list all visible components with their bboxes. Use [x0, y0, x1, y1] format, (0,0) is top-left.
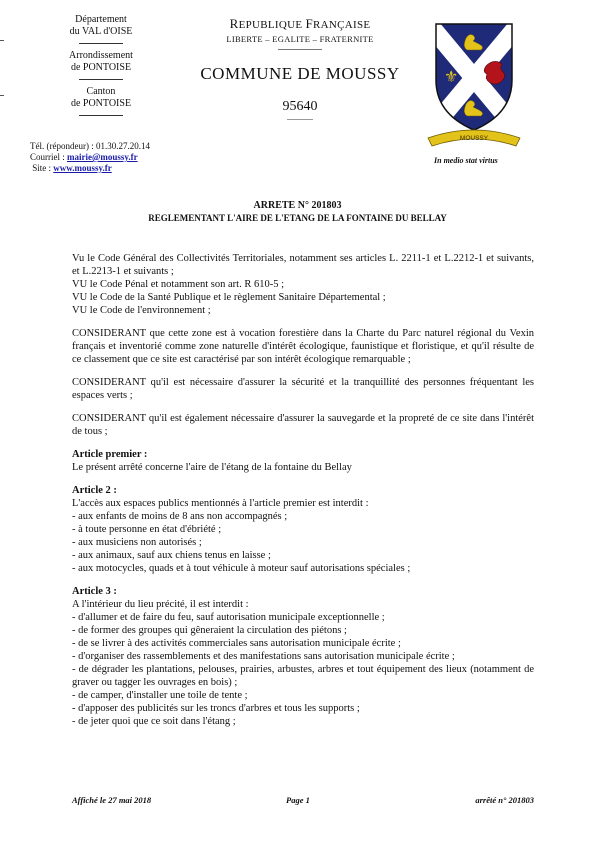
considerant-text: qu'il est également nécessaire d'assurer la sauvegarde et la propreté de ce site dans l'intérêt de tous ;: [72, 413, 534, 437]
arrondissement-label: Arrondissement: [69, 50, 133, 61]
divider: [79, 79, 123, 80]
list-item: - aux animaux, sauf aux chiens tenus en laisse ;: [72, 550, 271, 561]
divider: [278, 49, 322, 50]
svg-text:⚜: ⚜: [444, 67, 459, 86]
considerant-text: que cette zone est à vocation forestière dans la Charte du Parc naturel régional du Vexin français et inventorié comme zone naturelle d'intérêt écologique, faunistique et floristique, et qu'il résulte de ce classement que ce site est caractérisé par son intérêt écologique remarquable ;: [72, 328, 534, 365]
article-heading: Article 2 :: [72, 485, 117, 496]
considerant-text: qu'il est nécessaire d'assurer la sécurité et la tranquillité des personnes fréquentant les espaces verts ;: [72, 377, 534, 401]
commune-name: COMMUNE DE MOUSSY: [200, 64, 400, 83]
email-link[interactable]: mairie@moussy.fr: [67, 152, 138, 162]
postal-code: 95640: [282, 99, 318, 114]
vu-line: VU le Code de la Santé Publique et le règlement Sanitaire Départemental ;: [72, 292, 386, 303]
considerant-word: CONSIDERANT: [72, 377, 146, 388]
coat-of-arms-icon: [424, 18, 524, 148]
department-label: Département: [75, 14, 127, 25]
considerant-paragraph: [72, 327, 534, 366]
national-motto: LIBERTE – EGALITE – FRATERNITE: [226, 34, 374, 44]
department-name: du VAL d'OISE: [69, 26, 133, 37]
phone-line: Tél. (répondeur) : 01.30.27.20.14: [30, 141, 150, 151]
list-item: - de camper, d'installer une toile de tente ;: [72, 690, 248, 701]
article-intro: L'accès aux espaces publics mentionnés à l'article premier est interdit :: [72, 498, 369, 509]
margin-mark: [0, 40, 4, 41]
list-item: - de former des groupes qui gêneraient la circulation des piétons ;: [72, 625, 347, 636]
small-caps: RANÇAISE: [312, 19, 371, 31]
site-label: Site :: [32, 163, 54, 173]
considerant-word: CONSIDERANT: [72, 413, 146, 424]
center-letterhead: [190, 16, 410, 120]
divider: [79, 43, 123, 44]
article-text: Le présent arrêté concerne l'aire de l'étang de la fontaine du Bellay: [72, 462, 352, 473]
canton-name: de PONTOISE: [70, 98, 132, 109]
email-line: [30, 152, 150, 163]
decree-body: [72, 252, 534, 728]
margin-mark: [0, 95, 4, 96]
considerant-word: CONSIDERANT: [72, 328, 146, 339]
vu-line: VU le Code Pénal et notamment son art. R 610-5 ;: [72, 279, 285, 290]
divider: [287, 119, 313, 120]
site-link[interactable]: www.moussy.fr: [53, 163, 112, 173]
canton-label: Canton: [86, 86, 116, 97]
list-item: - à toute personne en état d'ébriété ;: [72, 524, 222, 535]
article-heading: Article premier :: [72, 449, 148, 460]
arrondissement-name: de PONTOISE: [70, 62, 132, 73]
banner-text: MOUSSY: [459, 135, 489, 142]
list-item: - de se livrer à des activités commerciales sans autorisation municipale écrite ;: [72, 638, 401, 649]
posted-date: Affiché le 27 mai 2018: [72, 795, 152, 805]
republic-heading: [190, 16, 410, 32]
cap-letter: F: [305, 16, 313, 31]
divider: [79, 115, 123, 116]
contact-block: [30, 141, 150, 174]
left-letterhead: [46, 14, 156, 122]
decree-subject: REGLEMENTANT L'AIRE DE L'ETANG DE LA FONTAINE DU BELLAY: [148, 213, 447, 223]
list-item: - aux enfants de moins de 8 ans non accompagnés ;: [72, 511, 288, 522]
decree-number: ARRETE N° 201803: [253, 200, 342, 211]
decree-reference: arrêté n° 201803: [475, 795, 534, 805]
list-item: - aux motocycles, quads et à tout véhicule à moteur sauf autorisations spéciales ;: [72, 563, 411, 574]
article-intro: A l'intérieur du lieu précité, il est interdit :: [72, 599, 249, 610]
page-number: Page 1: [286, 795, 310, 805]
site-line: [30, 163, 150, 174]
list-item: - d'allumer et de faire du feu, sauf autorisation municipale exceptionnelle ;: [72, 612, 385, 623]
email-label: Courriel :: [30, 152, 67, 162]
list-item: - de jeter quoi que ce soit dans l'étang ;: [72, 716, 236, 727]
vu-line: VU le Code de l'environnement ;: [72, 305, 211, 316]
considerant-paragraph: [72, 412, 534, 438]
cap-letter: R: [229, 16, 239, 31]
vu-line: Vu le Code Général des Collectivités Territoriales, notamment ses articles L. 2211-1 et L.2212-1 et suivants, et L.2213-1 et suivants ;: [72, 253, 534, 277]
decree-title: [0, 200, 595, 224]
small-caps: EPUBLIQUE: [238, 19, 306, 31]
latin-motto: In medio stat virtus: [434, 156, 498, 165]
considerant-paragraph: [72, 376, 534, 402]
list-item: - aux musiciens non autorisés ;: [72, 537, 202, 548]
list-item: - d'apposer des publicités sur les troncs d'arbres et tous les supports ;: [72, 703, 360, 714]
article-heading: Article 3 :: [72, 586, 117, 597]
list-item: - d'organiser des rassemblements et des manifestations sans autorisation municipale écrite ;: [72, 651, 455, 662]
list-item: - de dégrader les plantations, pelouses, prairies, arbustes, arbres et tout équipement des lieux (notamment de graver ou tagger les ouvrages en bois) ;: [72, 664, 534, 688]
